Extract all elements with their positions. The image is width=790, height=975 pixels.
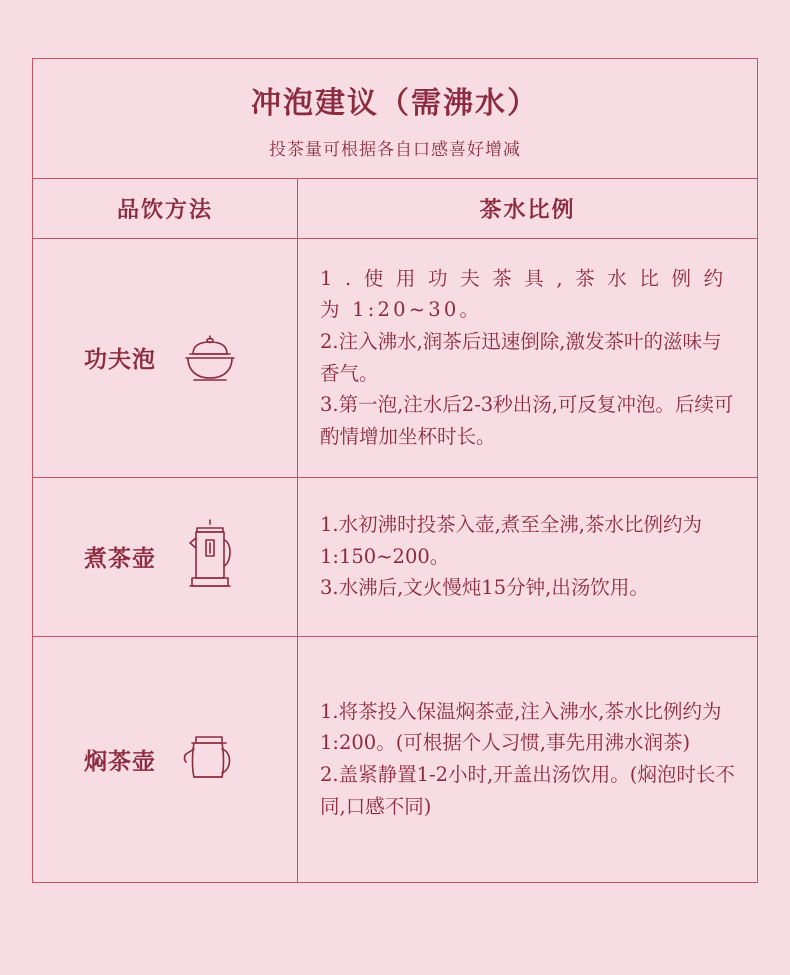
row-ratio-line: 1 . 使 用 功 夫 茶 具 , 茶 水 比 例 约 为 1:20~30。	[320, 266, 727, 322]
row-ratio-text	[320, 509, 739, 604]
page-subtitle: 投茶量可根据各自口感喜好增减	[269, 139, 521, 160]
row-ratio-cell	[298, 239, 757, 477]
row-ratio-line: 3.水沸后,文火慢炖15分钟,出汤饮用。	[320, 576, 649, 600]
row-method-label: 焖茶壶	[84, 747, 156, 775]
row-method-cell	[33, 478, 298, 636]
row-ratio-text	[320, 696, 739, 822]
row-method-cell	[33, 637, 298, 882]
row-ratio-line: 1.水初沸时投茶入壶,煮至全沸,茶水比例约为1:150~200。	[320, 513, 703, 568]
table-row	[33, 239, 757, 478]
brewing-guide-table	[32, 58, 758, 883]
row-ratio-line: 3.第一泡,注水后2-3秒出汤,可反复冲泡。后续可酌情增加坐杯时长。	[320, 393, 734, 448]
column-header-ratio: 茶水比例	[479, 196, 576, 223]
table-row	[33, 637, 757, 882]
row-method-cell	[33, 239, 298, 477]
column-header-row	[33, 179, 757, 239]
electric-kettle-icon	[174, 514, 246, 600]
table-row	[33, 478, 757, 637]
gaiwan-icon	[174, 315, 246, 401]
row-ratio-line: 1.将茶投入保温焖茶壶,注入沸水,茶水比例约为1:200。(可根据个人习惯,事先用沸水润茶)	[320, 699, 722, 755]
row-method-label: 功夫泡	[84, 346, 156, 373]
thermal-teapot-icon	[174, 716, 246, 802]
table-header	[33, 59, 757, 179]
row-ratio-cell	[298, 478, 757, 636]
row-ratio-line: 2.注入沸水,润茶后迅速倒除,激发茶叶的滋味与香气。	[320, 329, 722, 385]
row-method-label: 煮茶壶	[84, 545, 156, 572]
page-title: 冲泡建议（需沸水）	[251, 86, 539, 121]
row-ratio-cell	[298, 637, 757, 882]
row-ratio-text	[320, 263, 739, 452]
row-ratio-line: 2.盖紧静置1-2小时,开盖出汤饮用。(焖泡时长不同,口感不同)	[320, 763, 735, 818]
column-header-method: 品饮方法	[33, 179, 298, 238]
